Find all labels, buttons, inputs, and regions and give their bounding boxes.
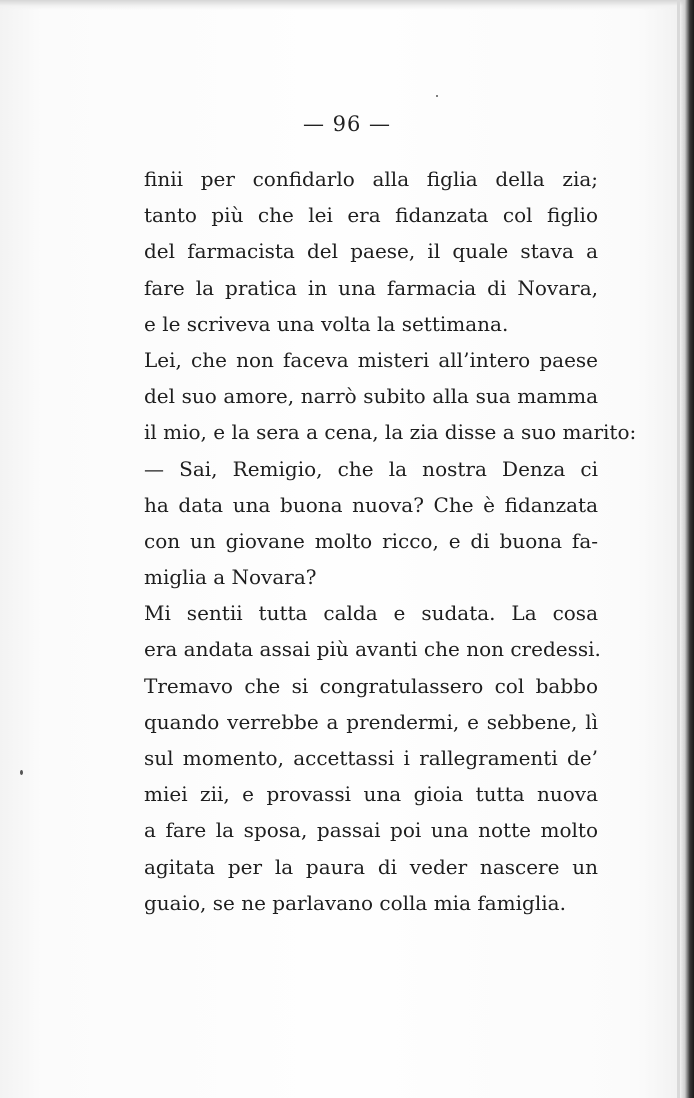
text-line: guaio, se ne parlavano colla mia famiglia. [144, 890, 566, 915]
page-body-text [144, 161, 637, 921]
text-line: e le scriveva una volta la settimana. [144, 311, 509, 336]
page-binding-shadow [680, 0, 694, 1098]
text-line: Mi sentii tutta calda e sudata. La cosa [144, 601, 598, 626]
text-line: Lei, che non faceva misteri all’intero paese [144, 347, 598, 372]
text-line: del suo amore, narrò subito alla sua mamma [144, 384, 598, 409]
text-line: del farmacista del paese, il quale stava a [144, 239, 598, 264]
text-line: il mio, e la sera a cena, la zia disse a suo marito: [144, 420, 637, 445]
text-line: quando verrebbe a prendermi, e sebbene, lì [144, 709, 598, 734]
text-line: — Sai, Remigio, che la nostra Denza ci [144, 456, 598, 481]
text-line: Tremavo che si congratulassero col babbo [144, 673, 598, 698]
text-line: miglia a Novara? [144, 565, 317, 590]
page-top-shadow [0, 0, 694, 10]
text-line: finii per confidarlo alla figlia della zia; [144, 167, 598, 191]
text-line: sul momento, accettassi i rallegramenti de’ [144, 746, 598, 770]
ink-speck [20, 770, 23, 775]
ink-speck [436, 95, 438, 97]
text-line: con un giovane molto ricco, e di buona fa- [144, 528, 598, 553]
page-number: — 96 — [302, 112, 392, 136]
text-line: a fare la sposa, passai poi una notte molto [144, 818, 598, 843]
text-line: era andata assai più avanti che non credessi. [144, 637, 601, 662]
text-line: ha data una buona nuova? Che è fidanzata [144, 492, 598, 517]
text-line: miei zii, e provassi una gioia tutta nuova [144, 782, 598, 807]
text-line: agitata per la paura di veder nascere un [144, 854, 598, 879]
text-line: fare la pratica in una farmacia di Novara, [144, 275, 598, 300]
text-line: tanto più che lei era fidanzata col figlio [144, 203, 598, 228]
